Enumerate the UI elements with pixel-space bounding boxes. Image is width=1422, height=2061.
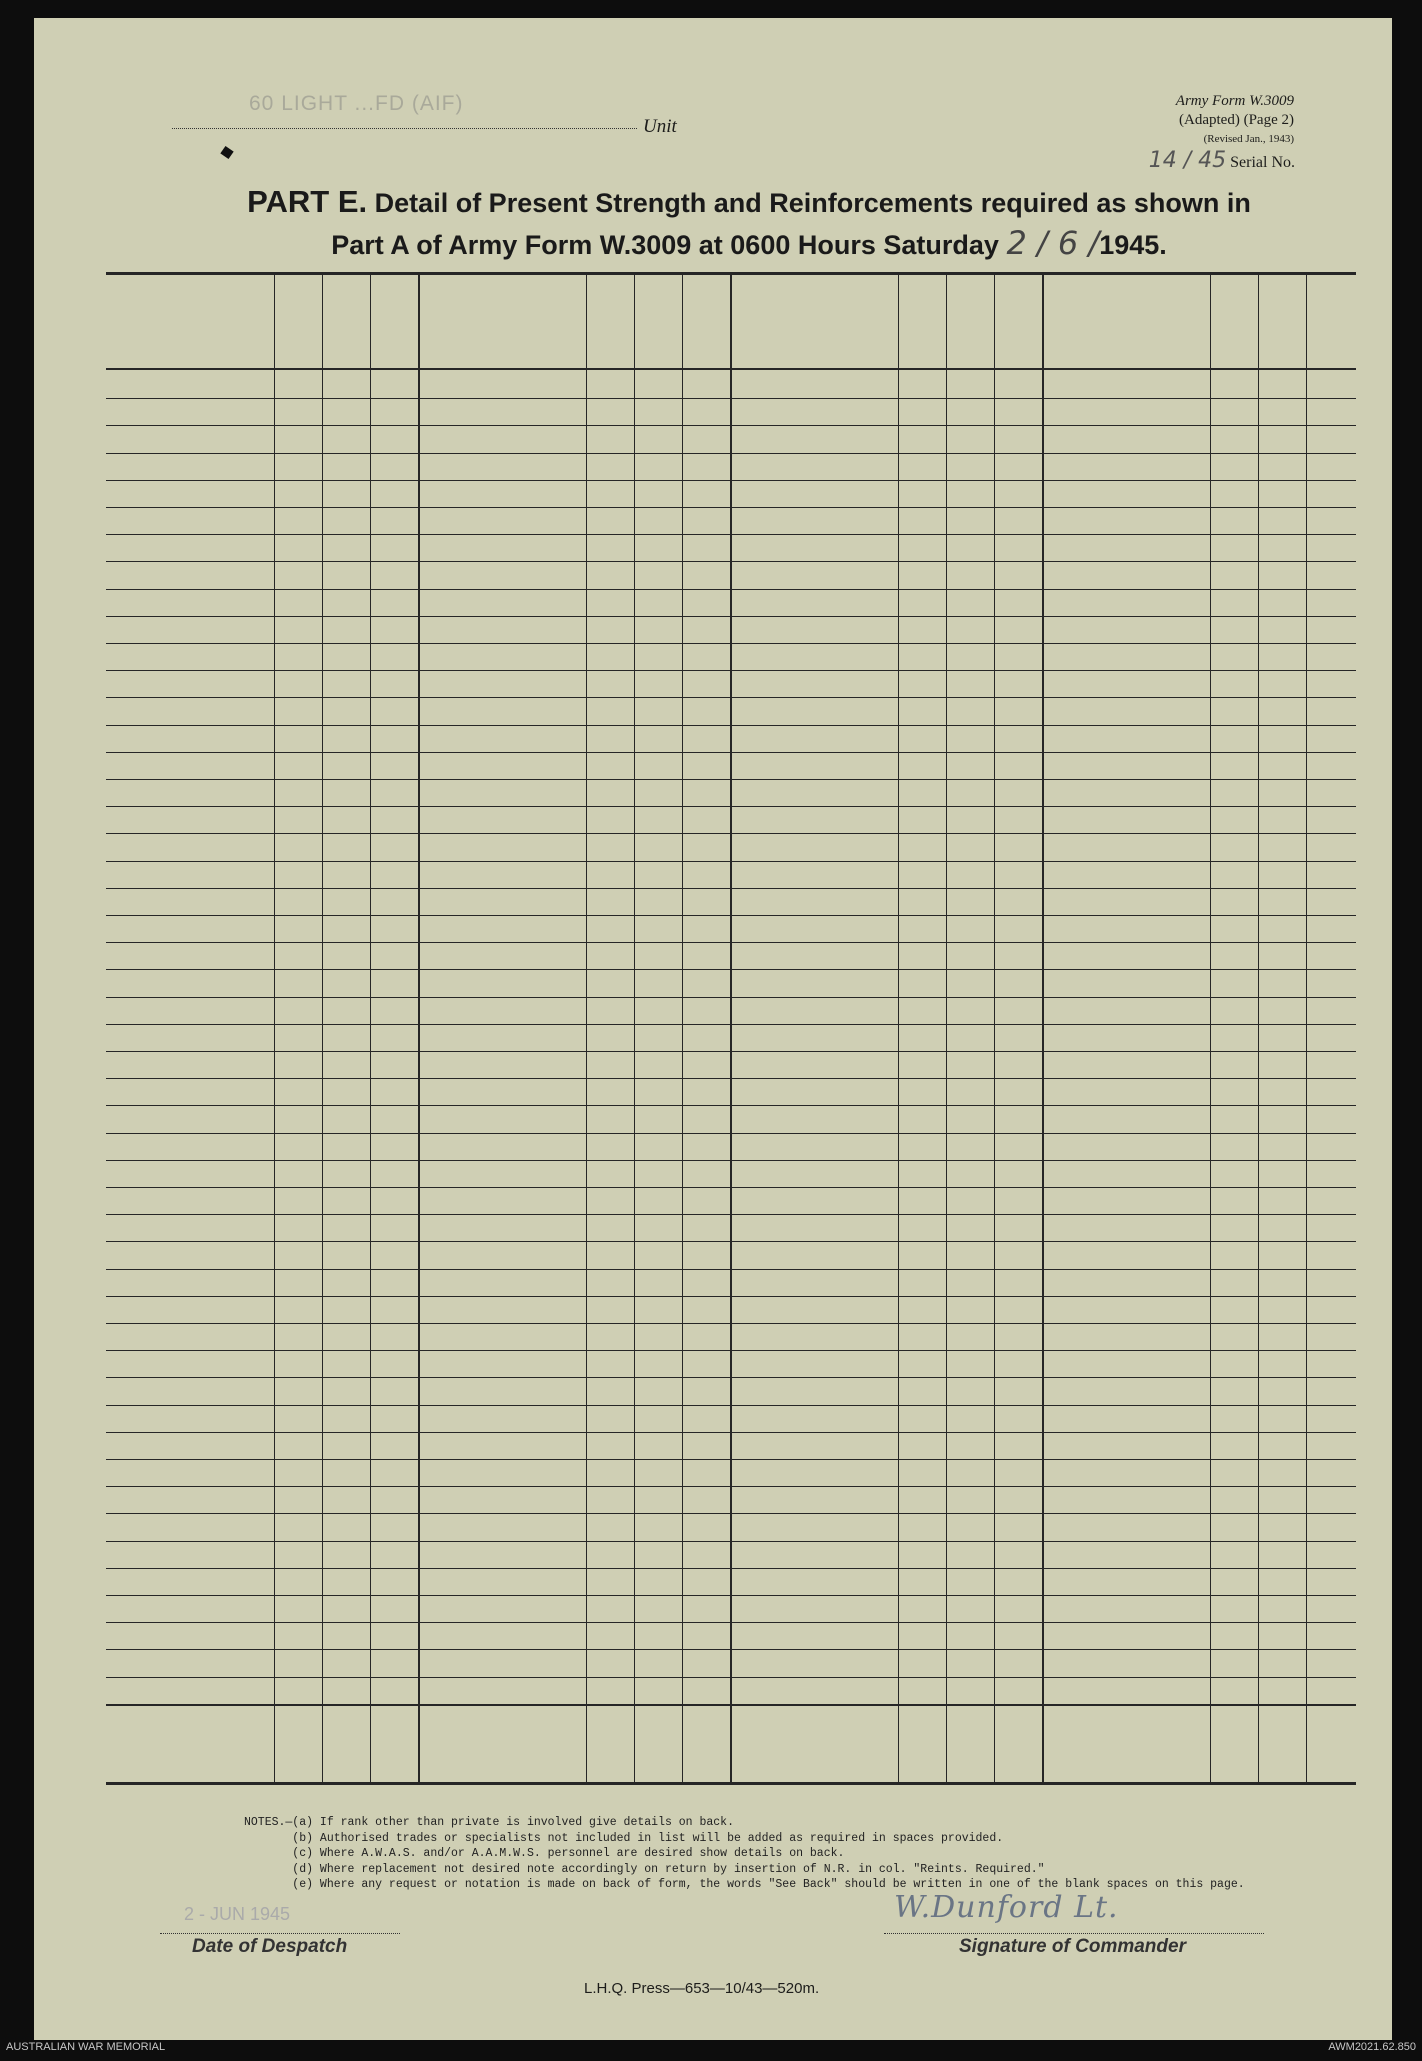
form-adapted: (Adapted) (Page 2) <box>1179 112 1294 128</box>
title-date-handwritten: 2 / 6 / <box>1006 224 1100 262</box>
group-divider <box>418 272 420 1782</box>
unit-stamp: 60 LIGHT ...FD (AIF) <box>249 92 464 115</box>
form-page <box>34 18 1392 2040</box>
note-line: NOTES.—(a) If rank other than private is involved give details on back. <box>244 1816 734 1829</box>
form-identifier <box>1084 92 1294 149</box>
form-number: Army Form W.3009 <box>1175 93 1294 109</box>
signature-line <box>884 1933 1264 1934</box>
subhead-we <box>284 282 312 360</box>
footer-right: AWM2021.62.850 <box>1328 2041 1416 2053</box>
note-line: (b) Authorised trades or specialists not included in list will be added as required in spaces provided. <box>244 1831 1004 1845</box>
archive-footer <box>0 2041 1422 2057</box>
title-line1: Detail of Present Strength and Reinforcements required as shown in <box>374 188 1251 218</box>
signature-label: Signature of Commander <box>959 1936 1186 1957</box>
serial-number <box>1100 148 1295 173</box>
number-column-divider <box>1306 272 1307 1782</box>
number-column-divider <box>274 272 275 1782</box>
number-column-divider <box>898 272 899 1782</box>
press-imprint: L.H.Q. Press—653—10/43—520m. <box>584 1980 820 1997</box>
group-divider <box>730 272 732 1782</box>
unit-line <box>172 128 637 129</box>
number-column-divider <box>634 272 635 1782</box>
serial-label: Serial No. <box>1230 154 1295 171</box>
subhead-reints <box>1316 282 1344 360</box>
subhead-posted <box>956 282 984 360</box>
subhead-posted <box>644 282 672 360</box>
subhead-we <box>596 282 624 360</box>
number-column-divider <box>370 272 371 1782</box>
form-revised: (Revised Jan., 1943) <box>1203 133 1294 145</box>
number-column-divider <box>1210 272 1211 1782</box>
number-column-divider <box>682 272 683 1782</box>
serial-handwritten: 14 / 45 <box>1148 148 1227 173</box>
page-title <box>94 184 1404 220</box>
strength-table <box>106 272 1356 1806</box>
number-column-divider <box>586 272 587 1782</box>
number-column-divider <box>994 272 995 1782</box>
despatch-label: Date of Despatch <box>192 1936 348 1957</box>
group-divider <box>1042 272 1044 1782</box>
note-line: (d) Where replacement not desired note accordingly on return by insertion of N.R. in col. "Reints. Required." <box>244 1862 1045 1876</box>
note-line: (c) Where A.W.A.S. and/or A.A.M.W.S. personnel are desired show details on back. <box>244 1847 845 1860</box>
subhead-reints <box>380 282 408 360</box>
number-column-divider <box>946 272 947 1782</box>
footer-left: AUSTRALIAN WAR MEMORIAL <box>6 2041 166 2053</box>
subhead-we <box>1220 282 1248 360</box>
commander-signature: W.Dunford Lt. <box>894 1890 1119 1925</box>
subhead-posted <box>332 282 360 360</box>
title-line2: Part A of Army Form W.3009 at 0600 Hours Saturday <box>331 230 999 260</box>
note-line: (e) Where any request or notation is made on back of form, the words "See Back" should be written in one of the blank spaces on this page. <box>244 1878 1245 1891</box>
number-column-divider <box>1258 272 1259 1782</box>
notes-block <box>244 1815 1344 1893</box>
subhead-reints <box>1004 282 1032 360</box>
despatch-line <box>160 1933 400 1934</box>
subhead-reints <box>692 282 720 360</box>
title-part: PART E. <box>247 184 368 219</box>
date-stamp: 2 - JUN 1945 <box>184 1904 291 1924</box>
number-column-divider <box>322 272 323 1782</box>
punch-mark <box>220 146 233 159</box>
title-year: 1945. <box>1099 230 1167 260</box>
page-title-line2 <box>94 224 1404 262</box>
table-bottom-rule <box>106 1782 1356 1785</box>
subhead-we <box>908 282 936 360</box>
subhead-posted <box>1268 282 1296 360</box>
unit-label: Unit <box>643 116 677 137</box>
